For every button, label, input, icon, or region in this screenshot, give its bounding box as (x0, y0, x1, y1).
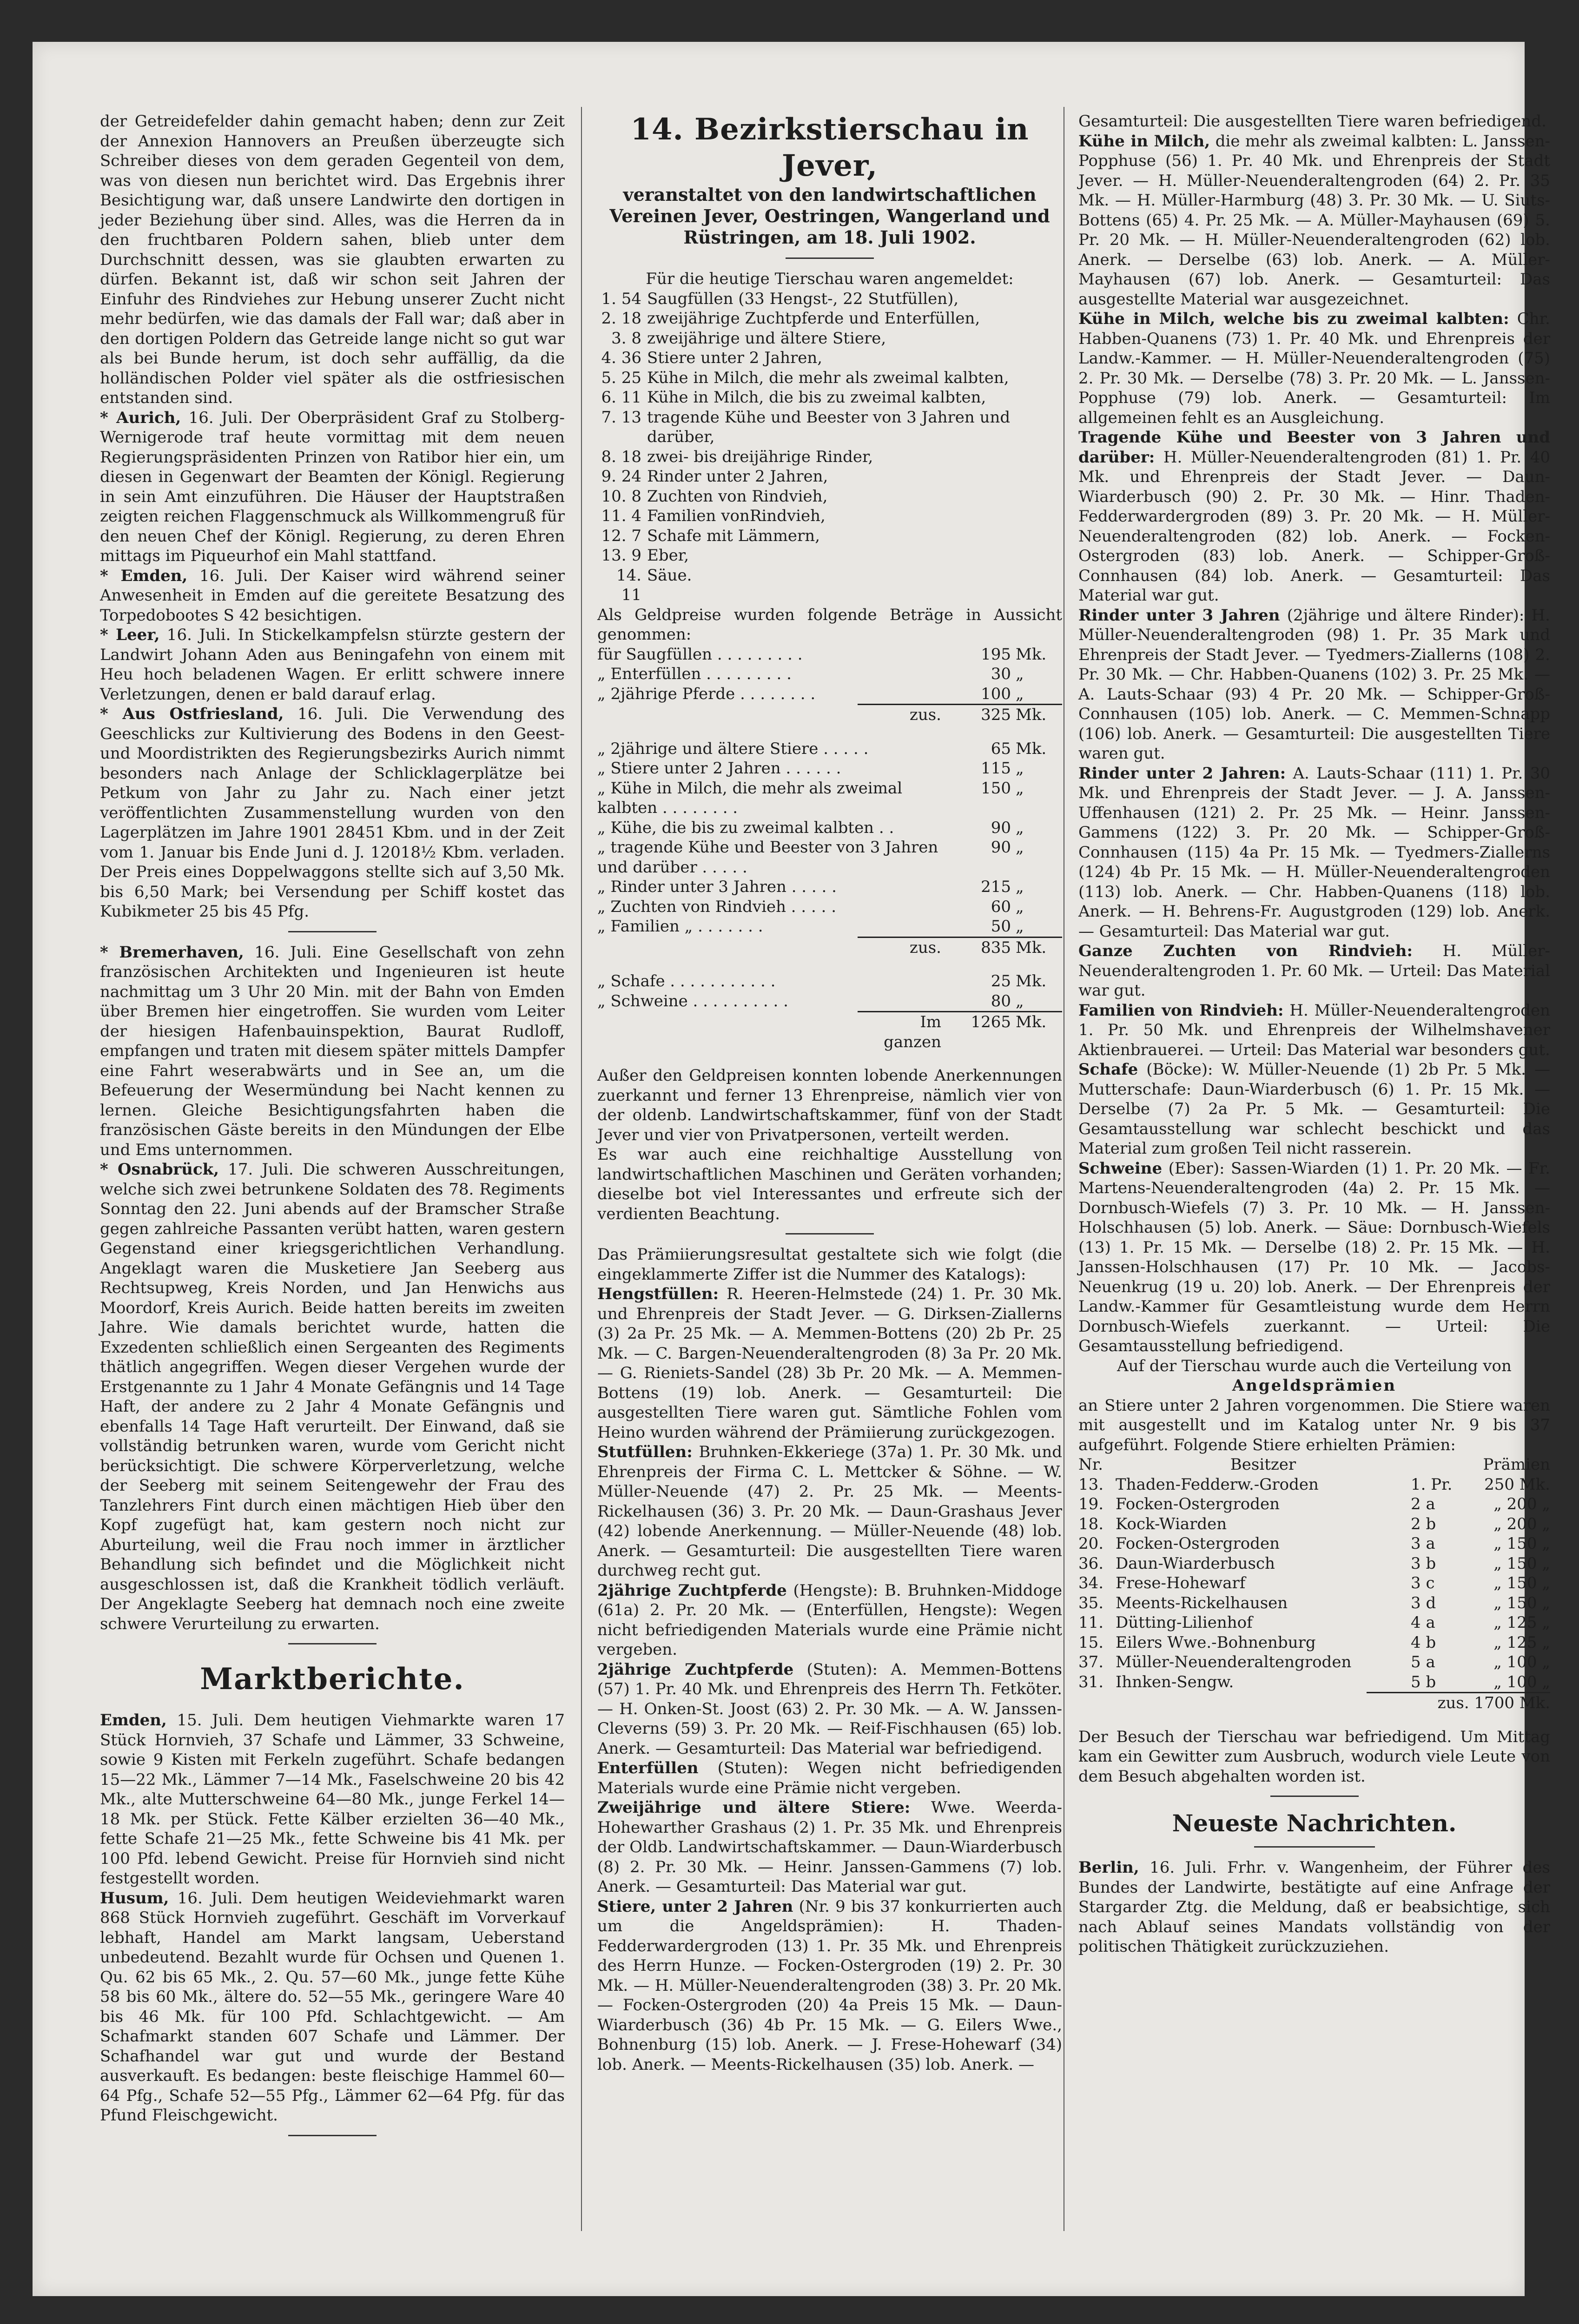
news-berlin: Berlin, 16. Juli. Frhr. v. Wangenheim, der Führer des Bundes der Landwirte, bestätigte auf eine Anfrage der Stargarder Ztg. die Meldung, daß er beabsichtige, sich nach Ablauf seines Mandats vollständig von der politischen Thätigkeit zurückzuziehen. (1078, 1858, 1550, 1956)
divider (1254, 1846, 1375, 1848)
table-row: für Saugfüllen . . . . . . . . . 195 Mk. (597, 645, 1047, 664)
list-item: 12. 7 Schafe mit Lämmern, (601, 526, 820, 545)
table-row: „ Schafe . . . . . . . . . . . 25 Mk. (597, 972, 1047, 990)
table-row: 11. Dütting-Lilienhof 4 a „ 125 „ (1078, 1613, 1550, 1632)
list-item: 6. 11 Kühe in Milch, die bis zu zweimal kalbten, (601, 388, 986, 407)
table-row: „ Kühe, die bis zu zweimal kalbten . . 90 „ (597, 818, 1024, 837)
paragraph-besuch: Der Besuch der Tierschau war befriedigend. Um Mittag kam ein Gewitter zum Ausbruch, wodurch viele Leute von dem Besuch abgehalten worden ist. (1078, 1727, 1550, 1786)
column-left (100, 112, 565, 2146)
market-emden: Emden, 15. Juli. Dem heutigen Viehmarkte waren 17 Stück Hornvieh, 37 Schafe und Lämmer, 33 Schweine, sowie 9 Kisten mit Ferkeln zugeführt. Schafe bedangen 15—22 Mk., Lämmer 7—14 Mk., Faselschweine 20 bis 42 Mk., alte Mutterschweine 64—80 Mk., junge Ferkel 14—18 Mk. per Stück. Fette Kälber erzielten 36—40 Mk., fette Schafe 21—25 Mk., fette Schweine bis 41 Mk. per 100 Pfd. lebend Gewicht. Preise für Hornvieh sind nicht festgestellt worden. (100, 1711, 565, 1888)
list-item: 1. 54 Saugfüllen (33 Hengst-, 22 Stutfüllen), (601, 289, 959, 308)
divider (786, 1233, 874, 1235)
paragraph-praemiierung: Das Prämiierungsresultat gestaltete sich wie folgt (die eingeklammerte Ziffer ist die Nummer des Katalogs): (597, 1245, 1062, 1284)
angeld-paragraph: an Stiere unter 2 Jahren vorgenommen. Die Stiere waren mit ausgestellt und im Katalog unter Nr. 9 bis 37 aufgeführt. Folgende Stiere erhielten Prämien: (1078, 1396, 1550, 1454)
result-rinder-2: Rinder unter 2 Jahren: A. Lauts-Schaar (111) 1. Pr. 30 Mk. und Ehrenpreis der Stadt Jever. — J. A. Janssen-Uffenhausen (121) 2. Pr. 25 Mk. — Heinr. Janssen-Gammens (122) 3. Pr. 20 Mk. — Schipper-Groß-Connhausen (115) 4a Pr. 15 Mk. — Tyedmers-Ziallerns (124) 4b Pr. 15 Mk. — H. Müller-Neuenderaltengroden (113) lob. Anerk. — Chr. Habben-Quanens (118) lob. Anerk. — H. Behrens-Fr. Augustgroden (129) lob. Anerk. — Gesamturteil: Das Material war gut. (1078, 764, 1550, 941)
table-total: zus. 1700 Mk. (1367, 1692, 1550, 1713)
angeld-intro: Auf der Tierschau wurde auch die Verteilung von (1117, 1356, 1512, 1375)
divider (1270, 1796, 1359, 1797)
result-stutfuellen: Stutfüllen: Bruhnken-Ekkeriege (37a) 1. Pr. 30 Mk. und Ehrenpreis der Firma C. L. Mettcker & Söhne. — W. Müller-Neuende (47) 2. Pr. 25 Mk. — Meents-Rickelhausen (36) 3. Pr. 20 Mk. — Daun-Grashaus Jever (42) lobende Anerkennung. — Müller-Neuende (48) lob. Anerk. — Gesamturteil: Die ausgestellten Tiere waren durchweg recht gut. (597, 1443, 1062, 1580)
result-continuation: Gesamturteil: Die ausgestellten Tiere waren befriedigend. (1078, 112, 1546, 131)
article-aurich: * Aurich, 16. Juli. Der Oberpräsident Graf zu Stolberg-Wernigerode traf heute vormittag mit dem neuen Regierungspräsidenten Prinzen von Ratibor hier ein, um diesen in Gegenwart der Beamten der Königl. Regierung in sein Amt einzuführen. Die Häuser der Hauptstraßen zeigten reichen Flaggenschmuck als Willkommengruß für den neuen Chef der Königl. Regierung, zu deren Ehren mittags im Piqueurhof ein Mahl stattfand. (100, 408, 565, 565)
column-right (1078, 112, 1550, 1957)
table-row: 19. Focken-Ostergroden 2 a „ 200 „ (1078, 1495, 1550, 1513)
section-title-marktberichte: Marktberichte. (200, 1662, 465, 1697)
market-husum: Husum, 16. Juli. Dem heutigen Weideviehmarkt waren 868 Stück Hornvieh zugeführt. Geschäft im Vorverkauf lebhaft, Handel am Markt langsam, Ueberstand unbedeutend. Bezahlt wurde für Ochsen und Quenen 1. Qu. 62 bis 65 Mk., 2. Qu. 57—60 Mk., junge fette Kühe 58 bis 60 Mk., ältere do. 52—55 Mk., geringere Ware 40 bis 46 Mk. für 100 Pfd. Schlachtgewicht. — Am Schafmarkt standen 607 Schafe und Lämmer. Der Schafhandel war gut und wurde der Bestand ausverkauft. Es bedangen: beste fleischige Hammel 60—64 Pfg., Schafe 52—55 Pfg., Lämmer 62—64 Pfg. für das Pfund Fleischgewicht. (100, 1888, 565, 2125)
table-row: „ Schweine . . . . . . . . . . 80 „ (597, 991, 1024, 1010)
table-geldpreise (597, 645, 1062, 1052)
list-item: 14. 11 Säue. (616, 566, 692, 604)
table-row: „ Stiere unter 2 Jahren . . . . . . 115 „ (597, 759, 1024, 778)
table-row: „ tragende Kühe und Beester von 3 Jahren und darüber . . . . . 90 „ (597, 838, 1024, 877)
article-emden: * Emden, 16. Juli. Der Kaiser wird während seiner Anwesenheit in Emden auf die gereitete Besatzung des Torpedobootes S 42 besichtigen. (100, 566, 565, 625)
result-zuchtpferde-hengste: 2jährige Zuchtpferde (Hengste): B. Bruhnken-Middoge (61a) 2. Pr. 20 Mk. — (Enterfüllen, Hengste): Wegen nicht befriedigenden Materials wurde eine Prämie nicht vergeben. (597, 1581, 1063, 1659)
list-item: 8. 18 zwei- bis dreijährige Rinder, (601, 447, 873, 466)
list-item: 7. 13 tragende Kühe und Beester von 3 Jahren und darüber, (601, 408, 1011, 446)
table-row: „ Rinder unter 3 Jahren . . . . . 215 „ (597, 878, 1024, 896)
table-row: 31. Ihnken-Sengw. 5 b „ 100 „ (1078, 1672, 1550, 1691)
table-row: „ Familien „ . . . . . . . 50 „ (597, 917, 1024, 936)
result-familien: Familien von Rindvieh: H. Müller-Neuenderaltengroden 1. Pr. 50 Mk. und Ehrenpreis der Wilhelmshavener Aktienbrauerei. — Urteil: Das Material war besonders gut. (1078, 1001, 1550, 1059)
list-item: 10. 8 Zuchten von Rindvieh, (601, 487, 828, 506)
table-row: „ 2jährige Pferde . . . . . . . . 100 „ (597, 684, 1024, 703)
section-title-neueste: Neueste Nachrichten. (1172, 1809, 1457, 1837)
table-angeldspraemien (1078, 1455, 1550, 1713)
table-row: 34. Frese-Hohewarf 3 c „ 150 „ (1078, 1574, 1550, 1592)
table-row: „ Zuchten von Rindvieh . . . . . 60 „ (597, 897, 1024, 916)
subheadline-tierschau: veranstaltet von den landwirtschaftlichen Vereinen Jever, Oestringen, Wangerland und Rüstringen, am 18. Juli 1902. (609, 184, 1050, 248)
table-row: 18. Kock-Wiarden 2 b „ 200 „ (1078, 1514, 1550, 1533)
result-kuehe-milch-2: Kühe in Milch, welche bis zu zweimal kalbten: Chr. Habben-Quanens (73) 1. Pr. 40 Mk. und Ehrenpreis der Landw.-Kammer. — H. Müller-Neuenderaltengroden (75) 2. Pr. 30 Mk. — Derselbe (78) 3. Pr. 20 Mk. — L. Janssen-Popphuse (79) lob. Anerk. — Gesamturteil: Im allgemeinen fehlt es an Ausgleichung. (1078, 310, 1550, 427)
article-ostfriesland: * Aus Ostfriesland, 16. Juli. Die Verwendung des Geeschlicks zur Kultivierung des Bodens in den Geest- und Moordistrikten des Regierungsbezirks Aurich nimmt besonders nach Anlage der Schlicklagerplätze bei Petkum von Jahr zu Jahr zu. Nach einer jetzt veröffentlichten Zusammenstellung wurden von den Lagerplätzen im Jahre 1901 28451 Kbm. und in der Zeit vom 1. Januar bis Ende Juni d. J. 12018½ Kbm. verladen. Der Preis eines Doppelwaggons stellte sich auf 3,50 Mk. bis 6,50 Mark; bei Versendung per Schiff kostet das Kubikmeter 25 bis 45 Pfg. (100, 705, 565, 921)
column-rule-left (581, 107, 582, 2231)
table-header: Nr. Besitzer Prämien (1078, 1455, 1550, 1474)
divider (786, 257, 874, 259)
article-continuation: der Getreidefelder dahin gemacht haben; denn zur Zeit der Annexion Hannovers an Preußen überzeugte sich Schreiber dieses von dem geraden Gegenteil von dem, was von diesen nun berichtet wird. Das Ergebnis ihrer Besichtigung war, daß unsere Landwirte den dortigen in jeder Beziehung über sind. Alles, was die Herren da in den fruchtbaren Poldern sahen, blieb unter dem Durchschnitt dessen, was sie glaubten erwarten zu dürfen. Bekannt ist, daß wir schon seit Jahren der Einfuhr des Rindviehes zur Hebung unserer Zucht nicht mehr bedürfen, wie das damals der Fall war; daß aber in den dortigen Poldern das Getreide lange nicht so gut war als bei Bunde herum, ist doch sehr auffällig, da die holländischen Polder viel später als die ostfriesischen entstanden sind. (100, 112, 565, 407)
intro-anmeldungen: Für die heutige Tierschau waren angemeldet: (646, 270, 1014, 288)
table-row: 20. Focken-Ostergroden 3 a „ 150 „ (1078, 1534, 1550, 1553)
newspaper-page (33, 42, 1550, 2296)
table-row: „ Kühe in Milch, die mehr als zweimal kalbten . . . . . . . . 150 „ (597, 779, 1024, 817)
paragraph-anerkennungen: Außer den Geldpreisen konnten lobende Anerkennungen zuerkannt und ferner 13 Ehrenpreise, nämlich vier von der oldenb. Landwirtschaftskammer, fünf von der Stadt Jever und vier von Privatpersonen, verteilt werden. (597, 1066, 1062, 1144)
intro-geldpreise: Als Geldpreise wurden folgende Beträge in Aussicht genommen: (597, 605, 1062, 644)
angeld-title: Angeldsprämien (1232, 1376, 1397, 1395)
list-item: 2. 18 zweijährige Zuchtpferde und Enterfüllen, (601, 309, 980, 328)
table-row: 15. Eilers Wwe.-Bohnenburg 4 b „ 125 „ (1078, 1633, 1550, 1652)
result-schweine: Schweine (Eber): Sassen-Wiarden (1) 1. Pr. 20 Mk. — Fr. Martens-Neuenderaltengroden (4a) 2. Pr. 15 Mk. — Dornbusch-Wiefels (7) 3. Pr. 10 Mk. — H. Janssen-Holschhausen (5) lob. Anerk. — Säue: Dornbusch-Wiefels (13) 1. Pr. 15 Mk. — Derselbe (18) 2. Pr. 15 Mk. — H. Janssen-Holschhausen (17) Pr. 10 Mk. — Jacobs-Neuenkrug (19 u. 20) lob. Anerk. — Der Ehrenpreis der Landw.-Kammer für Gesamtleistung wurde dem Herrn Dornbusch-Wiefels zuerkannt. — Urteil: Die Gesamtausstellung befriedigend. (1078, 1159, 1550, 1355)
table-total: Im ganzen 1265 Mk. (858, 1011, 1062, 1052)
result-stiere-unter-2: Stiere, unter 2 Jahren (Nr. 9 bis 37 konkurrierten auch um die Angeldsprämien): H. Thaden-Fedderwardergroden (13) 1. Pr. 35 Mk. und Ehrenpreis des Herrn Hunze. — Focken-Ostergroden (19) 2. Pr. 30 Mk. — H. Müller-Neuenderaltengroden (38) 3. Pr. 20 Mk. — Focken-Ostergroden (20) 4a Preis 15 Mk. — Daun-Wiarderbusch (36) 4b Pr. 15 Mk. — G. Eilers Wwe., Bohnenburg (15) lob. Anerk. — J. Frese-Hohewarf (34) lob. Anerk. — Meents-Rickelhausen (35) lob. Anerk. — (597, 1897, 1062, 2074)
table-row: 36. Daun-Wiarderbusch 3 b „ 150 „ (1078, 1554, 1550, 1573)
column-middle (597, 112, 1062, 2074)
paragraph-ausstellung: Es war auch eine reichhaltige Ausstellung von landwirtschaftlichen Maschinen und Geräten vorhanden; dieselbe bot viel Interessantes und erfreute sich der verdienten Beachtung. (597, 1145, 1062, 1223)
result-tragende-kuehe: Tragende Kühe und Beester von 3 Jahren und darüber: H. Müller-Neuenderaltengroden (81) 1. Pr. 40 Mk. und Ehrenpreis der Stadt Jever. — Daun-Wiarderbusch (90) 2. Pr. 30 Mk. — Hinr. Thaden-Fedderwardergroden (89) 3. Pr. 20 Mk. — H. Müller-Neuenderaltengroden (82) lob. Anerk. — Focken-Ostergroden (83) lob. Anerk. — Schipper-Groß-Connhausen (84) lob. Anerk. — Gesamturteil: Das Material war gut. (1078, 428, 1550, 605)
list-item: 13. 9 Eber, (601, 546, 689, 565)
result-zuchtpferde-stuten: 2jährige Zuchtpferde (Stuten): A. Memmen-Bottens (57) 1. Pr. 40 Mk. und Ehrenpreis des Herrn Th. Fetköter. — H. Onken-St. Joost (63) 2. Pr. 30 Mk. — A. W. Janssen-Cleverns (59) 3. Pr. 20 Mk. — Reif-Fischhausen (65) lob. Anerk. — Gesamturteil: Das Material war befriedigend. (597, 1660, 1062, 1758)
table-subtotal: zus. 325 Mk. (858, 704, 1062, 725)
table-row: „ 2jährige und ältere Stiere . . . . . 65 Mk. (597, 739, 1047, 758)
result-schafe: Schafe (Böcke): W. Müller-Neuende (1) 2b Pr. 5 Mk. — Mutterschafe: Daun-Wiarderbusch (6) 1. Pr. 15 Mk. — Derselbe (7) 2a Pr. 5 Mk. — Gesamturteil: Die Gesamtausstellung war schlecht beschickt und das Material zum großen Teil nicht rasserein. (1078, 1060, 1550, 1158)
article-bremerhaven: * Bremerhaven, 16. Juli. Eine Gesellschaft von zehn französischen Architekten und Ingenieuren ist heute nachmittag um 3 Uhr 20 Min. mit der Bahn von Emden über Bremen hier eingetroffen. Sie wurden vom Leiter der hiesigen Hafenbauinspektion, Baurat Rudloff, empfangen und traten mit diesem später mittels Dampfer eine Fahrt weserabwärts und in See an, um die Befeuerung der Wesermündung bei Nacht kennen zu lernen. Gleiche Besichtigungsfahrten haben die französischen Gäste bereits in den Mündungen der Elbe und Ems unternommen. (100, 943, 565, 1159)
result-hengstfuellen: Hengstfüllen: R. Heeren-Helmstede (24) 1. Pr. 30 Mk. und Ehrenpreis der Stadt Jever. — G. Dirksen-Ziallerns (3) 2a Pr. 25 Mk. — A. Memmen-Bottens (20) 2b Pr. 25 Mk. — C. Bargen-Neuenderaltengroden (8) 3a Pr. 20 Mk. — G. Rieniets-Sandel (28) 3b Pr. 20 Mk. — A. Memmen-Bottens (19) lob. Anerk. — Gesamturteil: Die ausgestellten Tiere waren gut. Sämtliche Fohlen vom Heino wurden während der Prämiierung zurückgezogen. (597, 1285, 1062, 1442)
divider (288, 2135, 377, 2136)
article-leer: * Leer, 16. Juli. In Stickelkampfelsn stürzte gestern der Landwirt Johann Aden aus Beningafehn von einem mit Heu hoch beladenen Wagen. Er erlitt schwere innere Verletzungen, denen er bald darauf erlag. (100, 626, 565, 704)
list-item: 4. 36 Stiere unter 2 Jahren, (601, 349, 823, 367)
article-osnabrueck: * Osnabrück, 17. Juli. Die schweren Ausschreitungen, welche sich zwei betrunkene Soldaten des 78. Regiments Sonntag den 22. Juni abends auf der Bramscher Straße gegen zahlreiche Passanten verübt hatten, waren gestern Gegenstand einer kriegsgerichtlichen Verhandlung. Angeklagt waren die Musketiere Jan Seeberg aus Rechtsupweg, Kreis Norden, und Jan Henwichs aus Moordorf, Kreis Aurich. Beide hatten bereits im zweiten Jahre. Wie damals berichtet wurde, hatten die Exzedenten schließlich einen Sergeanten des Regiments thätlich angegriffen. Wegen dieser Vergehen wurde der Erstgenannte zu 1 Jahr 4 Monate Gefängnis und 14 Tage Haft, der andere zu 2 Jahr 4 Monate Gefängnis und ebenfalls 14 Tage Haft verurteilt. Der Einwand, daß sie vollständig betrunken waren, wurde vom Gericht nicht berücksichtigt. Die schwere Körperverletzung, welche der Seeberg mit seinem Seitengewehr der Frau des Tanzlehrers Fint durch einen mächtigen Hieb über den Kopf zugefügt hat, kam gestern noch nicht zur Aburteilung, weil die Frau noch immer in ärztlicher Behandlung sich befindet und die Möglichkeit nicht ausgeschlossen ist, daß die Krankheit tödlich verläuft. Der Angeklagte Seeberg hat demnach noch eine zweite schwere Verurteilung zu erwarten. (100, 1160, 565, 1633)
list-item: 11. 4 Familien vonRindvieh, (601, 507, 826, 525)
divider (288, 931, 377, 932)
list-item: 3. 8 zweijährige und ältere Stiere, (611, 329, 886, 348)
result-kuehe-milch: Kühe in Milch, die mehr als zweimal kalbten: L. Janssen-Popphuse (56) 1. Pr. 40 Mk. und Ehrenpreis der Stadt Jever. — H. Müller-Neuenderaltengroden (64) 2. Pr. 35 Mk. — H. Müller-Harmburg (48) 3. Pr. 30 Mk. — U. Siuts-Bottens (65) 4. Pr. 25 Mk. — A. Müller-Mayhausen (69) 5. Pr. 20 Mk. — H. Müller-Neuenderaltengroden (62) lob. Anerk. — Derselbe (63) lob. Anerk. — A. Müller-Mayhausen (67) lob. Anerk. — Gesamturteil: Das ausgestellte Material war ausgezeichnet. (1078, 132, 1550, 309)
table-row: 35. Meents-Rickelhausen 3 d „ 150 „ (1078, 1593, 1550, 1612)
headline-tierschau: 14. Bezirkstierschau in Jever, (630, 112, 1029, 183)
result-zuchten: Ganze Zuchten von Rindvieh: H. Müller-Neuenderaltengroden 1. Pr. 60 Mk. — Urteil: Das Material war gut. (1078, 942, 1550, 1000)
result-rinder-3: Rinder unter 3 Jahren (2jährige und ältere Rinder): H. Müller-Neuenderaltengroden (98) 1. Pr. 35 Mark und Ehrenpreis der Stadt Jever. — Tyedmers-Ziallerns (108) 2. Pr. 30 Mk. — Chr. Habben-Quanens (102) 3. Pr. 25 Mk. — A. Lauts-Schaar (93) 4 Pr. 20 Mk. — Schipper-Groß-Connhausen (105) lob. Anerk. — C. Memmen-Schnapp (106) lob. Anerk. — Gesamturteil: Die ausgestellten Tiere waren gut. (1078, 606, 1550, 763)
table-row: 37. Müller-Neuenderaltengroden 5 a „ 100 „ (1078, 1653, 1550, 1671)
list-item: 9. 24 Rinder unter 2 Jahren, (601, 467, 828, 486)
list-item: 5. 25 Kühe in Milch, die mehr als zweimal kalbten, (601, 368, 1009, 387)
table-row: „ Enterfüllen . . . . . . . . . 30 „ (597, 665, 1024, 683)
divider (288, 1643, 377, 1644)
result-stiere: Zweijährige und ältere Stiere: Wwe. Weerda-Hohewarther Grashaus (2) 1. Pr. 35 Mk. und Ehrenpreis der Oldb. Landwirtschaftskammer. — Daun-Wiarderbusch (8) 2. Pr. 30 Mk. — Heinr. Janssen-Gammens (7) lob. Anerk. — Gesamturteil: Das Material war gut. (597, 1798, 1062, 1896)
table-subtotal: zus. 835 Mk. (858, 937, 1062, 958)
list-anmeldungen (597, 289, 1062, 605)
result-enterfuellen: Enterfüllen (Stuten): Wegen nicht befriedigenden Materials wurde eine Prämie nicht vergeben. (597, 1759, 1062, 1797)
table-row: 13. Thaden-Fedderw.-Groden 1. Pr. 250 Mk. (1078, 1475, 1550, 1494)
